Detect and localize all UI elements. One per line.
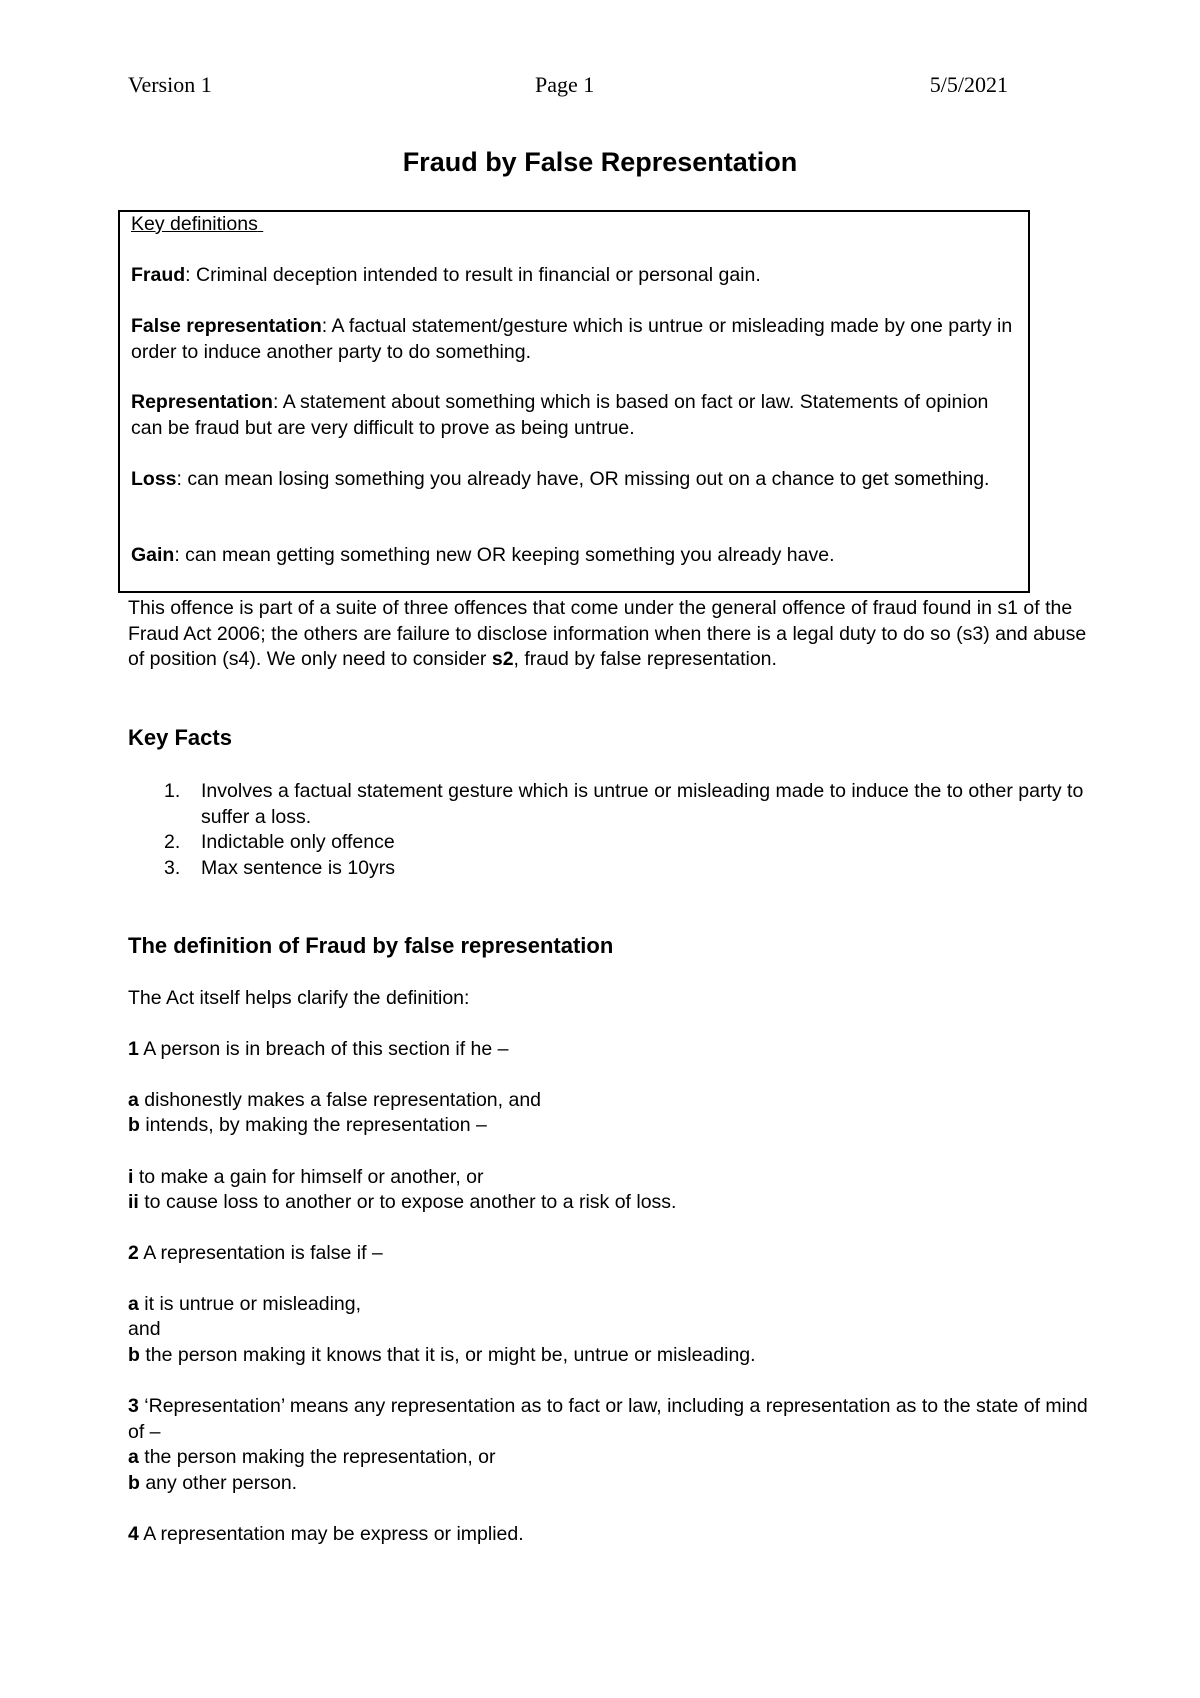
intro-text-after: , fraud by false representation. (513, 648, 777, 670)
clause-text: A representation is false if – (138, 1242, 383, 1264)
clause-number: 2 (128, 1242, 139, 1264)
intro-text-before: This offence is part of a suite of three offences that come under the general offence of fraud found in s1 of the Fraud Act 2006; the others are failure to disclose information when there is a legal duty to do so (s3) and abuse of position (s4). We only need to consider (128, 597, 1087, 670)
list-item (128, 830, 1088, 856)
header-version: Version 1 (128, 72, 212, 97)
clause-2b (128, 1343, 1088, 1369)
clause-1 (128, 1037, 1088, 1063)
list-item-number: 1. (164, 780, 181, 802)
definition-text: : can mean getting something new OR keeping something you already have. (174, 544, 835, 566)
definition-gain (131, 543, 1021, 569)
intro-paragraph (128, 596, 1088, 673)
clause-4 (128, 1522, 1088, 1548)
clause-letter: a (128, 1446, 139, 1468)
clause-text: A person is in breach of this section if he – (138, 1038, 509, 1060)
definition-text: : A factual statement/gesture which is untrue or misleading made by one party in order to induce another party to do something. (131, 315, 1013, 363)
definition-false-representation (131, 314, 1021, 365)
key-facts-list (128, 779, 1088, 881)
definition-section-heading: The definition of Fraud by false representation (128, 933, 614, 958)
clause-text: to cause loss to another or to expose another to a risk of loss. (138, 1191, 677, 1213)
clause-3a (128, 1445, 1088, 1471)
clause-text: ‘Representation’ means any representation as to fact or law, including a representation as to the state of mind of – (128, 1395, 1088, 1443)
clause-number: 3 (128, 1395, 139, 1417)
page-header (128, 72, 1008, 102)
definition-term: Fraud (131, 264, 186, 286)
clause-numeral: i (128, 1166, 134, 1188)
clause-2 (128, 1241, 1088, 1267)
clause-2-and: and (128, 1318, 161, 1340)
clause-1-i (128, 1165, 1088, 1191)
definition-text: : Criminal deception intended to result in financial or personal gain. (185, 264, 761, 286)
list-item (128, 856, 1088, 882)
definition-term: Loss (131, 468, 177, 490)
intro-section-ref: s2 (491, 648, 514, 670)
clause-text: intends, by making the representation – (139, 1114, 487, 1136)
list-item (128, 779, 1088, 830)
clause-text: to make a gain for himself or another, or (133, 1166, 484, 1188)
clause-text: the person making the representation, or (138, 1446, 496, 1468)
list-item-number: 3. (164, 856, 181, 879)
clause-number: 1 (128, 1038, 139, 1060)
definition-term: False representation (131, 315, 322, 337)
definition-term: Gain (131, 544, 175, 566)
clause-letter: a (128, 1293, 139, 1315)
definition-text: : A statement about something which is based on fact or law. Statements of opinion can be fraud but are very difficult to prove as being untrue. (131, 391, 989, 439)
definition-representation (131, 390, 1021, 441)
clause-letter: b (128, 1472, 140, 1494)
definitions-heading-text: Key definitions (131, 213, 258, 235)
clause-2a (128, 1292, 1088, 1318)
clause-numeral: ii (128, 1191, 139, 1213)
clause-text: it is untrue or misleading, (138, 1293, 362, 1315)
definitions-heading (131, 212, 1021, 238)
clause-1a (128, 1088, 1088, 1114)
header-date: 5/5/2021 (929, 72, 1008, 97)
list-item-text: Max sentence is 10yrs (201, 856, 396, 879)
clause-1b (128, 1113, 1088, 1139)
clause-letter: b (128, 1344, 140, 1366)
clause-1-ii (128, 1190, 1088, 1216)
list-item-text: Involves a factual statement gesture which is untrue or misleading made to induce the to other party to suffer a loss. (201, 780, 1084, 828)
list-item-number: 2. (164, 831, 181, 853)
clause-letter: a (128, 1089, 139, 1111)
clause-text: A representation may be express or implied. (138, 1523, 524, 1545)
clause-text: dishonestly makes a false representation, and (138, 1089, 542, 1111)
clause-number: 4 (128, 1523, 139, 1545)
key-definitions-box (118, 210, 1030, 593)
clause-3 (128, 1394, 1088, 1445)
definition-term: Representation (131, 391, 273, 413)
list-item-text: Indictable only offence (201, 831, 395, 853)
definition-fraud (131, 263, 1021, 289)
clause-text: any other person. (139, 1472, 298, 1494)
definition-text: : can mean losing something you already have, OR missing out on a chance to get something. (176, 468, 990, 490)
document-title: Fraud by False Representation (402, 147, 798, 177)
key-facts-heading: Key Facts (128, 725, 232, 750)
clause-text: the person making it knows that it is, or might be, untrue or misleading. (139, 1344, 756, 1366)
clause-3b (128, 1471, 1088, 1497)
clause-letter: b (128, 1114, 140, 1136)
header-page-number: Page 1 (535, 72, 595, 97)
definition-intro: The Act itself helps clarify the definition: (128, 987, 470, 1009)
definition-loss (131, 467, 1021, 493)
